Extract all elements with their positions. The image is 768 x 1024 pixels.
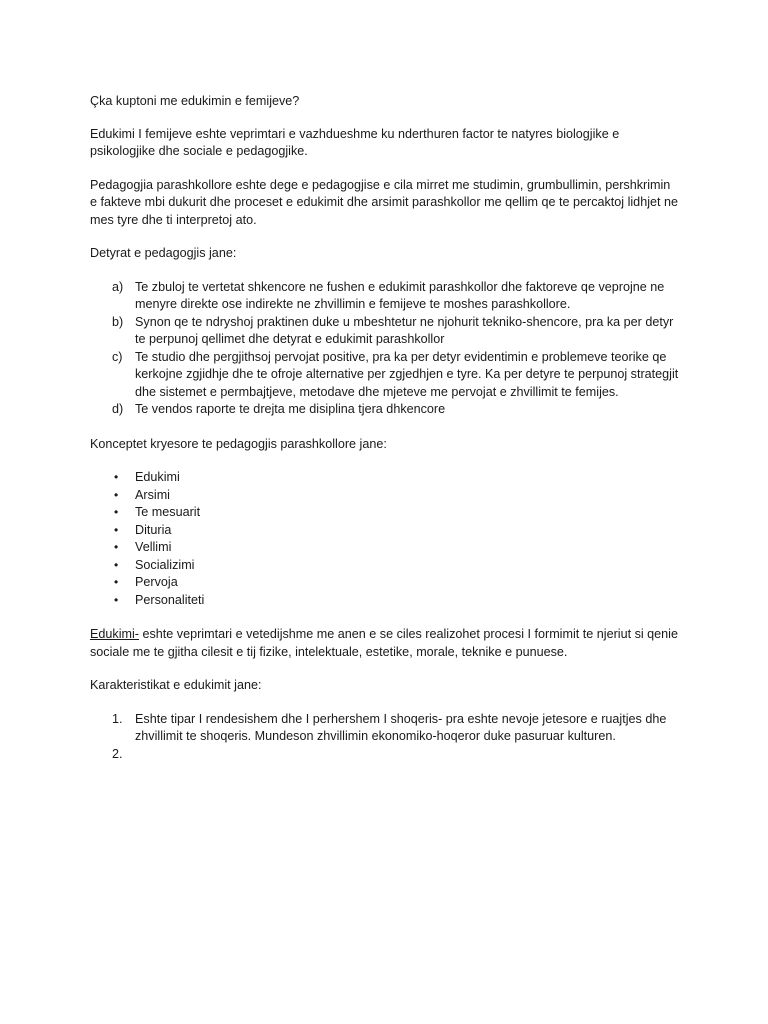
list-item bbox=[90, 539, 680, 557]
bullet-icon: • bbox=[114, 505, 119, 519]
list-item-text: Socializimi bbox=[135, 557, 195, 572]
list-item bbox=[90, 504, 680, 522]
term-edukimi: Edukimi- bbox=[90, 627, 139, 641]
list-item-text: Te vendos raporte te drejta me disiplina tjera dhkencore bbox=[135, 402, 446, 416]
paragraph-edukimi-definition bbox=[90, 626, 680, 661]
bullet-icon: • bbox=[114, 487, 119, 502]
tasks-list bbox=[90, 279, 680, 419]
list-marker: c) bbox=[112, 349, 123, 364]
list-item-text: Edukimi bbox=[135, 470, 180, 484]
list-marker: 1. bbox=[112, 711, 123, 726]
list-item-text: Personaliteti bbox=[135, 592, 205, 607]
bullet-icon: • bbox=[114, 557, 119, 572]
bullet-icon: • bbox=[114, 575, 119, 589]
list-item bbox=[90, 746, 680, 764]
list-item bbox=[90, 487, 680, 505]
list-item-text: Te studio dhe pergjithsoj pervojat positive, pra ka per detyr evidentimin e problemeve teorike qe kerkojne zgjidhje dhe te ofroje alternative per zgjedhjen e tyre. Ka per detyre te perpunoj strategjit dhe sistemet e permbajtjeve, metodave dhe mjeteve me pervojat e zhvillimit te femijes. bbox=[135, 349, 679, 399]
list-item bbox=[90, 557, 680, 575]
paragraph-edukimi-femijeve: Edukimi I femijeve eshte veprimtari e vazhdueshme ku nderthuren factor te natyres biologjike e psikologjike dhe sociale e pedagogjike. bbox=[90, 126, 620, 158]
list-item-text: Pervoja bbox=[135, 575, 178, 589]
list-marker: b) bbox=[112, 314, 124, 329]
list-item-text: Dituria bbox=[135, 522, 172, 537]
list-item-text: Te zbuloj te vertetat shkencore ne fushen e edukimit parashkollor dhe faktoreve qe veprojne ne menyre direkte ose indirekte ne zhvillimin e femijeve te moshes parashkollore. bbox=[135, 279, 665, 311]
paragraph-karakteristikat-heading: Karakteristikat e edukimit jane: bbox=[90, 678, 262, 692]
bullet-icon: • bbox=[114, 592, 119, 607]
list-item bbox=[90, 522, 680, 540]
paragraph-pedagogjia-parashkollore: Pedagogjia parashkollore eshte dege e pedagogjise e cila mirret me studimin, grumbullimin, pershkrimin e fakteve mbi dukurit dhe proceset e edukimit dhe arsimit parashkollor me qellim qe te percaktoj lidhjet ne mes tyre dhe ti interpretoj ato. bbox=[90, 177, 679, 227]
list-item-text: Te mesuarit bbox=[135, 505, 201, 519]
list-item-text: Arsimi bbox=[135, 487, 170, 502]
list-item bbox=[90, 711, 680, 746]
list-item-text: Synon qe te ndryshoj praktinen duke u mbeshtetur ne njohurit tekniko-shencore, pra ka per detyr te perpunoj qellimet dhe detyrat e edukimit parashkollor bbox=[135, 314, 674, 346]
question-heading: Çka kuptoni me edukimin e femijeve? bbox=[90, 94, 300, 108]
list-item bbox=[90, 469, 680, 487]
paragraph-detyrat-heading: Detyrat e pedagogjis jane: bbox=[90, 246, 237, 260]
list-item-text bbox=[135, 747, 139, 761]
list-marker: d) bbox=[112, 402, 124, 416]
list-marker: a) bbox=[112, 279, 124, 294]
list-marker: 2. bbox=[112, 746, 123, 761]
bullet-icon: • bbox=[114, 540, 119, 554]
list-item bbox=[90, 592, 680, 610]
list-item-text: Eshte tipar I rendesishem dhe I perhershem I shoqeris- pra eshte nevoje jetesore e ruajtjes dhe zhvillimit te shoqeris. Mundeson zhvillimin ekonomiko-hoqeror duke pasuruar kulturen. bbox=[135, 711, 667, 743]
list-item bbox=[90, 314, 680, 349]
paragraph-konceptet-heading: Konceptet kryesore te pedagogjis parashkollore jane: bbox=[90, 436, 387, 451]
list-item bbox=[90, 279, 680, 314]
concepts-list bbox=[90, 469, 680, 609]
characteristics-list bbox=[90, 711, 680, 764]
document-page bbox=[90, 93, 680, 780]
bullet-icon: • bbox=[114, 470, 119, 484]
list-item-text: Vellimi bbox=[135, 540, 172, 554]
definition-text: eshte veprimtari e vetedijshme me anen e se ciles realizohet procesi I formimit te njeriut si qenie sociale me te gjitha cilesit e tij fizike, intelektuale, estetike, morale, teknike e punuese. bbox=[90, 627, 678, 659]
list-item bbox=[90, 401, 680, 419]
bullet-icon: • bbox=[114, 522, 119, 537]
list-item bbox=[90, 574, 680, 592]
list-item bbox=[90, 349, 680, 402]
